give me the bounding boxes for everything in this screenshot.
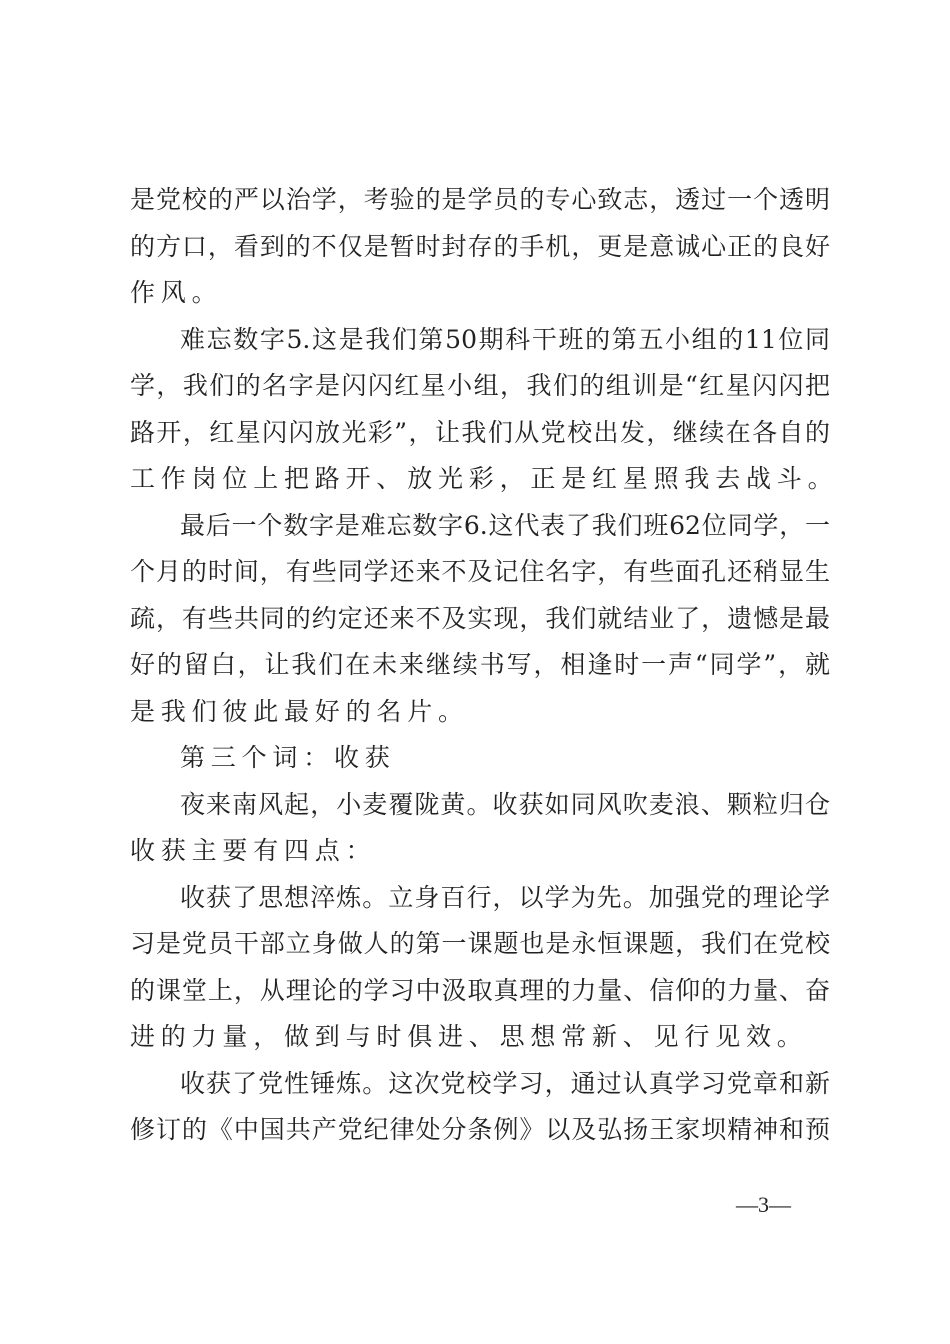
- text-line: 学，我们的名字是闪闪红星小组，我们的组训是“红星闪闪把: [130, 371, 830, 400]
- paragraph: [130, 181, 830, 321]
- text-line: 个月的时间，有些同学还来不及记住名字，有些面孔还稍显生: [130, 557, 830, 586]
- paragraph: [130, 786, 830, 879]
- text-line: 好的留白，让我们在未来继续书写，相逢时一声“同学”，就: [130, 650, 830, 679]
- text-line: 疏，有些共同的约定还来不及实现，我们就结业了，遗憾是最: [130, 603, 830, 633]
- text-line: 是党校的严以治学，考验的是学员的专心致志，透过一个透明: [130, 185, 830, 214]
- text-line: 的课堂上，从理论的学习中汲取真理的力量、信仰的力量、奋: [130, 975, 830, 1005]
- text-line: 修订的《中国共产党纪律处分条例》以及弘扬王家坝精神和预: [130, 1115, 830, 1144]
- text-line: 是我们彼此最好的名片。: [130, 696, 469, 726]
- text-line: 收获主要有四点：: [130, 836, 377, 865]
- text-line: 工作岗位上把路开、放光彩，正是红星照我去战斗。: [130, 464, 839, 493]
- text-line: 收获了思想淬炼。立身百行，以学为先。加强党的理论学: [180, 882, 830, 912]
- text-line: 进的力量，做到与时俱进、思想常新、见行见效。: [130, 1022, 808, 1051]
- text-line: 路开，红星闪闪放光彩”，让我们从党校出发，继续在各自的: [130, 417, 830, 447]
- paragraph: [130, 879, 830, 1065]
- text-line: 作风。: [130, 278, 223, 307]
- paragraph: [130, 739, 830, 786]
- text-line: 第三个词：收获: [180, 743, 396, 772]
- paragraph: [130, 321, 839, 507]
- text-line: 最后一个数字是难忘数字6.这代表了我们班62位同学，一: [180, 510, 830, 540]
- document-body: [130, 181, 839, 1158]
- text-line: 收获了党性锤炼。这次党校学习，通过认真学习党章和新: [180, 1068, 830, 1098]
- text-line: 的方口，看到的不仅是暂时封存的手机，更是意诚心正的良好: [130, 231, 830, 261]
- paragraph: [130, 1065, 830, 1158]
- text-line: 习是党员干部立身做人的第一课题也是永恒课题，我们在党校: [130, 929, 830, 958]
- text-line: 夜来南风起，小麦覆陇黄。收获如同风吹麦浪、颗粒归仓: [180, 789, 830, 819]
- page-number: —3—: [736, 1192, 791, 1217]
- text-line: 难忘数字5.这是我们第50期科干班的第五小组的11位同: [180, 324, 830, 354]
- paragraph: [130, 507, 830, 740]
